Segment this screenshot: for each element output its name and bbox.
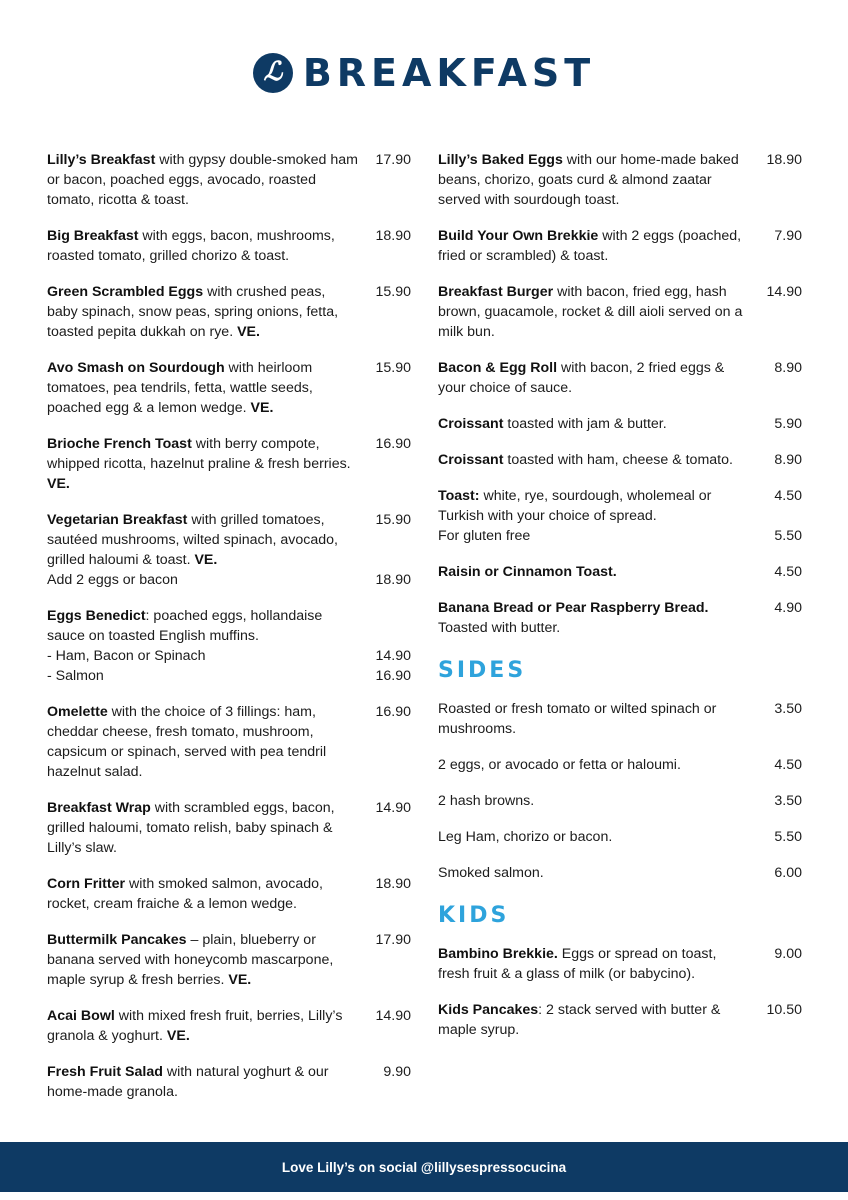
menu-item-price: 9.90 — [383, 1064, 411, 1080]
menu-item-option-label: - Salmon — [47, 668, 104, 684]
menu-item-description — [438, 791, 748, 811]
menu-item-text: Roasted or fresh tomato or wilted spinach or mushrooms. — [438, 701, 717, 737]
menu-item-extra-price: 5.50 — [774, 528, 802, 544]
menu-item-option-price: 14.90 — [375, 648, 411, 664]
menu-item-description — [47, 282, 359, 342]
menu-item-description — [438, 358, 748, 398]
menu-item-block — [438, 282, 802, 342]
menu-item-text: with crushed peas, baby spinach, snow peas, spring onions, fetta, toasted pepita dukkah on rye. — [47, 284, 339, 340]
menu-item-description — [438, 1000, 748, 1040]
menu-item-price: 18.90 — [375, 228, 411, 244]
menu-item-block — [47, 798, 411, 858]
sides-heading: SIDES — [438, 658, 527, 683]
menu-item-text: toasted with jam & butter. — [503, 416, 667, 432]
menu-item-description — [438, 699, 748, 739]
vegetarian-tag: VE. — [166, 1028, 190, 1044]
menu-item-price: 5.50 — [774, 829, 802, 845]
menu-item — [47, 150, 411, 210]
menu-item-text: with eggs, bacon, mushrooms, roasted tomato, grilled chorizo & toast. — [47, 228, 335, 264]
menu-item — [438, 827, 802, 847]
menu-item-block — [438, 699, 802, 739]
menu-item — [47, 1006, 411, 1046]
menu-item-text: 2 eggs, or avocado or fetta or haloumi. — [438, 757, 681, 773]
vegetarian-tag: VE. — [194, 552, 218, 568]
right-menu-items — [438, 150, 802, 638]
menu-item-description — [47, 874, 359, 914]
menu-item-name: Avo Smash on Sourdough — [47, 360, 225, 376]
menu-item-text: Smoked salmon. — [438, 865, 544, 881]
menu-item-description — [47, 150, 359, 210]
menu-item-block — [47, 434, 411, 494]
menu-item-block — [438, 562, 802, 582]
menu-item-description — [438, 598, 748, 638]
menu-item-text: with bacon, 2 fried eggs & your choice of sauce. — [438, 360, 725, 396]
menu-item-price: 4.90 — [774, 600, 802, 616]
menu-item — [47, 874, 411, 914]
menu-item-description — [438, 827, 748, 847]
menu-item — [438, 755, 802, 775]
menu-item-text: Leg Ham, chorizo or bacon. — [438, 829, 613, 845]
page-title: BREAKFAST — [302, 51, 596, 95]
menu-item-name: Bacon & Egg Roll — [438, 360, 558, 376]
menu-item-block — [438, 450, 802, 470]
menu-item-description — [47, 702, 359, 782]
menu-item-price: 8.90 — [774, 360, 802, 376]
menu-item-block — [438, 827, 802, 847]
menu-item-name: Toast: — [438, 488, 480, 504]
menu-item-name: Croissant — [438, 416, 504, 432]
menu-item-text: with 2 eggs (poached, fried or scrambled) & toast. — [438, 228, 742, 264]
menu-item-name: Kids Pancakes — [438, 1002, 539, 1018]
menu-item — [47, 510, 411, 570]
menu-item — [438, 699, 802, 739]
menu-item-price: 5.90 — [774, 416, 802, 432]
menu-item-option-label: - Ham, Bacon or Spinach — [47, 648, 206, 664]
menu-item-block — [47, 1062, 411, 1102]
menu-item-price: 15.90 — [375, 360, 411, 376]
menu-item-price: 14.90 — [375, 1008, 411, 1024]
menu-item — [438, 358, 802, 398]
menu-item-description — [47, 798, 359, 858]
menu-item-block — [47, 282, 411, 342]
menu-item-price: 16.90 — [375, 704, 411, 720]
menu-item-extra-price: 18.90 — [375, 572, 411, 588]
vegetarian-tag: VE. — [237, 324, 260, 340]
menu-item — [47, 282, 411, 342]
menu-item-text: with bacon, fried egg, hash brown, guacamole, rocket & dill aioli served on a milk bun. — [438, 284, 743, 340]
menu-item-block — [438, 414, 802, 434]
menu-item-block — [438, 358, 802, 398]
menu-item-name: Bambino Brekkie. — [438, 946, 558, 962]
vegetarian-tag: VE. — [228, 972, 252, 988]
menu-item — [47, 358, 411, 418]
menu-item-block — [47, 358, 411, 418]
menu-item-text: Toasted with butter. — [438, 620, 561, 636]
menu-item-block — [438, 791, 802, 811]
menu-item-block — [47, 930, 411, 990]
menu-item-name: Breakfast Burger — [438, 284, 554, 300]
menu-item-name: Fresh Fruit Salad — [47, 1064, 163, 1080]
menu-item-option-price: 16.90 — [375, 668, 411, 684]
menu-item-description — [47, 930, 359, 990]
menu-item-price: 17.90 — [375, 932, 411, 948]
menu-item-text: 2 hash browns. — [438, 793, 535, 809]
menu-item-price: 15.90 — [375, 512, 411, 528]
menu-item-text: toasted with ham, cheese & tomato. — [503, 452, 733, 468]
menu-item-description — [438, 414, 748, 434]
menu-item-text: white, rye, sourdough, wholemeal or Turkish with your choice of spread. — [438, 488, 712, 524]
menu-item-text: Eggs or spread on toast, fresh fruit & a glass of milk (or babycino). — [438, 946, 717, 982]
menu-item-name: Breakfast Wrap — [47, 800, 151, 816]
left-menu-column — [47, 150, 411, 1118]
menu-item-price: 15.90 — [375, 284, 411, 300]
menu-item-block — [438, 598, 802, 638]
menu-item-description — [438, 226, 748, 266]
menu-item — [438, 414, 802, 434]
menu-item-extra-label: For gluten free — [438, 528, 531, 544]
menu-item-text: with smoked salmon, avocado, rocket, cream fraiche & a lemon wedge. — [47, 876, 323, 912]
menu-item-description — [438, 562, 748, 582]
menu-item — [438, 863, 802, 883]
menu-item-description — [438, 150, 748, 210]
menu-item-text: with grilled tomatoes, sautéed mushrooms, wilted spinach, avocado, grilled haloumi & toast. — [47, 512, 339, 568]
menu-item-text: with our home-made baked beans, chorizo, goats curd & almond zaatar served with sourdough toast. — [438, 152, 739, 208]
menu-item-price: 17.90 — [375, 152, 411, 168]
menu-item-description — [47, 606, 359, 646]
menu-item-option — [47, 646, 411, 666]
menu-item-name: Banana Bread or Pear Raspberry Bread. — [438, 600, 709, 616]
menu-item-block — [47, 874, 411, 914]
menu-item-description — [47, 1006, 359, 1046]
menu-item — [438, 562, 802, 582]
menu-item-description — [438, 282, 748, 342]
menu-item-name: Vegetarian Breakfast — [47, 512, 188, 528]
menu-item-text: with natural yoghurt & our home-made granola. — [47, 1064, 329, 1100]
menu-item-name: Raisin or Cinnamon Toast. — [438, 564, 617, 580]
menu-item-description — [438, 450, 748, 470]
menu-item — [47, 434, 411, 494]
menu-item-price: 16.90 — [375, 436, 411, 452]
menu-item-price: 4.50 — [774, 488, 802, 504]
menu-item-price: 14.90 — [766, 284, 802, 300]
menu-item-block — [438, 486, 802, 546]
menu-item-text: with berry compote, whipped ricotta, hazelnut praline & fresh berries. — [47, 436, 351, 472]
menu-item-price — [363, 606, 411, 646]
menu-item-extra — [47, 570, 411, 590]
menu-item-name: Croissant — [438, 452, 504, 468]
menu-item — [47, 798, 411, 858]
menu-item-price: 4.50 — [774, 757, 802, 773]
menu-item-price: 4.50 — [774, 564, 802, 580]
menu-item-block — [438, 863, 802, 883]
menu-item-description — [438, 944, 748, 984]
menu-item-text: with heirloom tomatoes, pea tendrils, fetta, wattle seeds, poached egg & a lemon wedge. — [47, 360, 313, 416]
menu-item — [47, 226, 411, 266]
menu-item-name: Brioche French Toast — [47, 436, 192, 452]
menu-item-price: 8.90 — [774, 452, 802, 468]
menu-item-block — [438, 226, 802, 266]
page-header — [0, 50, 848, 96]
menu-item-block — [438, 944, 802, 984]
vegetarian-tag: VE. — [250, 400, 274, 416]
menu-item — [438, 944, 802, 984]
menu-item-description — [438, 486, 748, 526]
menu-item — [438, 486, 802, 526]
social-footer — [0, 1142, 848, 1192]
vegetarian-tag: VE. — [47, 476, 70, 492]
menu-item-name: Lilly’s Breakfast — [47, 152, 156, 168]
menu-item-block — [47, 510, 411, 590]
menu-item — [438, 226, 802, 266]
menu-item-block — [47, 702, 411, 782]
menu-item — [47, 606, 411, 646]
menu-item-block — [47, 226, 411, 266]
menu-item — [438, 598, 802, 638]
menu-item-price: 7.90 — [774, 228, 802, 244]
menu-item-block — [438, 150, 802, 210]
menu-item-extra-label: Add 2 eggs or bacon — [47, 572, 178, 588]
menu-item-description — [47, 434, 359, 494]
menu-item-name: Corn Fritter — [47, 876, 126, 892]
menu-item-name: Big Breakfast — [47, 228, 139, 244]
menu-item-name: Omelette — [47, 704, 108, 720]
right-menu-column — [438, 150, 802, 1056]
menu-item — [47, 702, 411, 782]
menu-item-text: with mixed fresh fruit, berries, Lilly’s granola & yoghurt. — [47, 1008, 343, 1044]
menu-item-price: 3.50 — [774, 701, 802, 717]
menu-item-text: – plain, blueberry or banana served with honeycomb mascarpone, maple syrup & fresh berries. — [47, 932, 334, 988]
menu-item-name: Build Your Own Brekkie — [438, 228, 599, 244]
menu-item-price: 10.50 — [766, 1002, 802, 1018]
menu-item-price: 6.00 — [774, 865, 802, 881]
menu-item-block — [47, 606, 411, 686]
menu-item — [438, 1000, 802, 1040]
menu-item — [47, 1062, 411, 1102]
menu-item — [438, 791, 802, 811]
footer-social-text: Love Lilly’s on social @lillysespressocucina — [281, 1159, 567, 1175]
menu-item — [438, 150, 802, 210]
menu-item-text: with the choice of 3 fillings: ham, cheddar cheese, fresh tomato, mushroom, capsicum or spinach, served with pea tendril hazelnut salad. — [47, 704, 327, 780]
menu-item-description — [47, 358, 359, 418]
menu-item-block — [438, 755, 802, 775]
menu-item-text: with gypsy double-smoked ham or bacon, poached eggs, avocado, roasted tomato, ricotta & toast. — [47, 152, 358, 208]
menu-item-text: with scrambled eggs, bacon, grilled haloumi, tomato relish, baby spinach & Lilly’s slaw. — [47, 800, 335, 856]
kids-heading: KIDS — [438, 903, 510, 928]
menu-item-price: 18.90 — [375, 876, 411, 892]
sides-list — [438, 699, 802, 883]
kids-list — [438, 944, 802, 1040]
menu-item-price: 9.00 — [774, 946, 802, 962]
menu-item-description — [47, 1062, 359, 1102]
menu-item-name: Green Scrambled Eggs — [47, 284, 204, 300]
menu-item — [438, 450, 802, 470]
menu-item — [438, 282, 802, 342]
menu-item — [47, 930, 411, 990]
menu-item-price: 14.90 — [375, 800, 411, 816]
menu-item-description — [47, 226, 359, 266]
menu-item-description — [438, 755, 748, 775]
lilly-logo-icon: ℒ — [253, 53, 293, 93]
menu-item-price: 18.90 — [766, 152, 802, 168]
menu-item-extra — [438, 526, 802, 546]
menu-item-block — [438, 1000, 802, 1040]
menu-item-option — [47, 666, 411, 686]
menu-item-block — [47, 150, 411, 210]
menu-item-name: Lilly’s Baked Eggs — [438, 152, 563, 168]
menu-item-text: : poached eggs, hollandaise sauce on toasted English muffins. — [47, 608, 323, 644]
menu-item-description — [47, 510, 359, 570]
menu-item-name: Eggs Benedict — [47, 608, 146, 624]
menu-item-description — [438, 863, 748, 883]
menu-item-block — [47, 1006, 411, 1046]
menu-item-price: 3.50 — [774, 793, 802, 809]
menu-item-name: Buttermilk Pancakes — [47, 932, 187, 948]
menu-item-text: : 2 stack served with butter & maple syrup. — [438, 1002, 721, 1038]
menu-item-name: Acai Bowl — [47, 1008, 115, 1024]
